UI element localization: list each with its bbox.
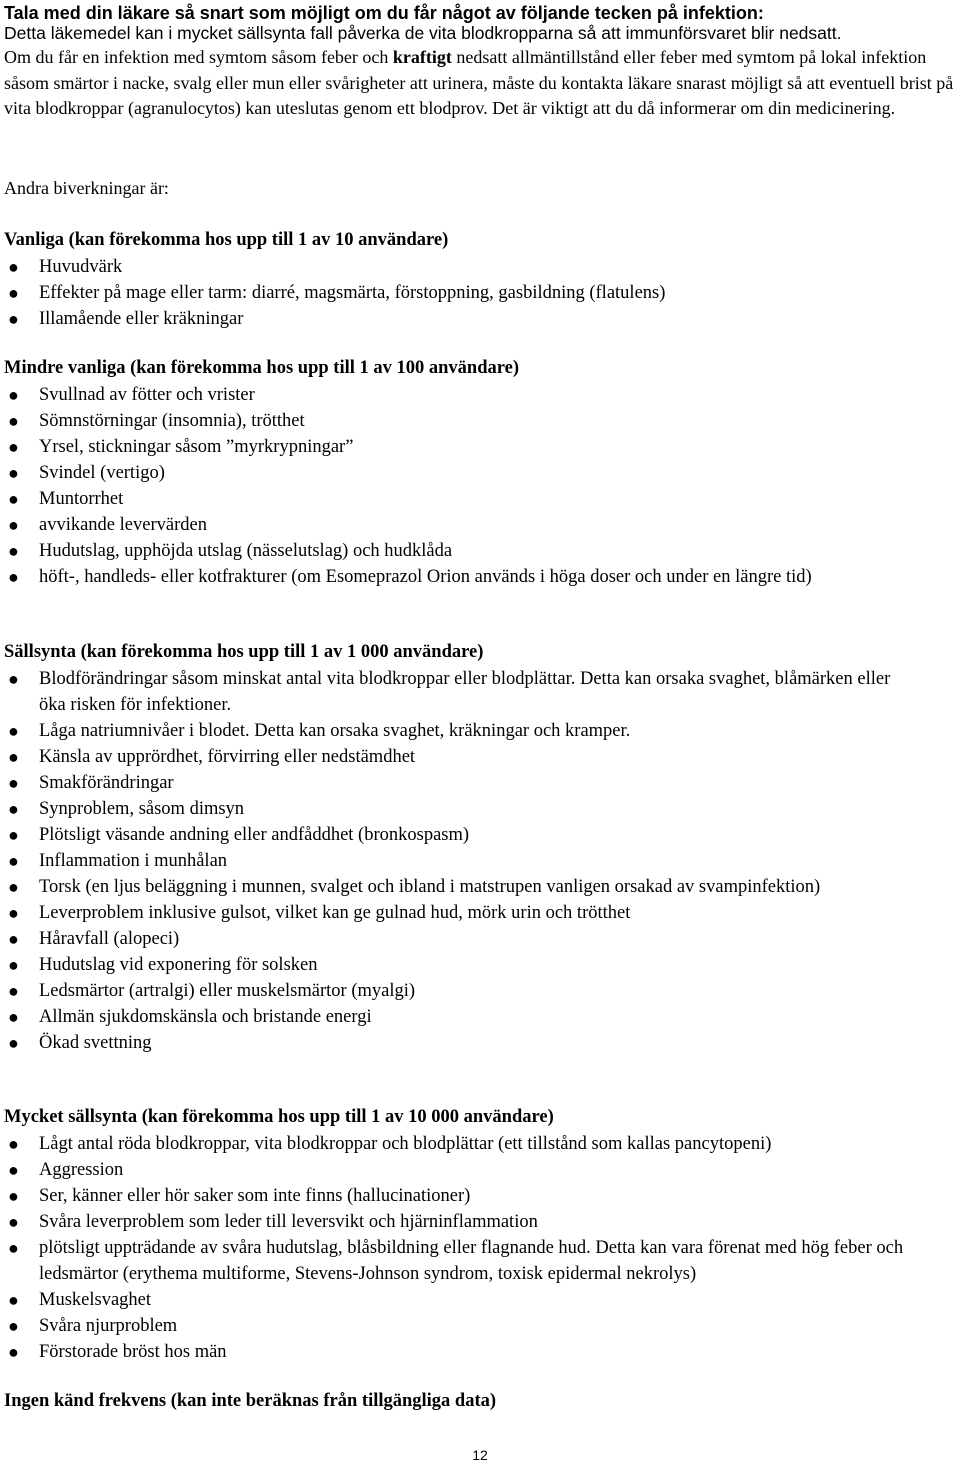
list-item: ● Svåra leverproblem som leder till leversvikt och hjärninflammation — [0, 1209, 950, 1235]
list-item: ● höft-, handleds- eller kotfrakturer (om Esomeprazol Orion används i höga doser och under en längre tid) — [0, 564, 899, 590]
list-item: ● Plötsligt väsande andning eller andfåddhet (bronkospasm) — [0, 822, 950, 848]
list-item: ● Svullnad av fötter och vrister — [0, 382, 950, 408]
warning-subline: Detta läkemedel kan i mycket sällsynta fall påverka de vita blodkropparna så att immunförsvaret blir nedsatt. — [4, 23, 842, 43]
list-item: ● Känsla av upprördhet, förvirring eller nedstämdhet — [0, 744, 950, 770]
bullet-icon: ● — [8, 385, 19, 405]
bullet-icon: ● — [8, 825, 19, 845]
list-rare — [0, 666, 950, 1056]
bullet-icon: ● — [8, 1186, 19, 1206]
bullet-icon: ● — [8, 1290, 19, 1310]
bullet-icon: ● — [8, 981, 19, 1001]
bullet-icon: ● — [8, 489, 19, 509]
list-item: ● Yrsel, stickningar såsom ”myrkrypningar” — [0, 434, 950, 460]
bullet-icon: ● — [8, 903, 19, 923]
bullet-icon: ● — [8, 541, 19, 561]
bullet-icon: ● — [8, 1238, 19, 1258]
warning-heading: Tala med din läkare så snart som möjligt om du får något av följande tecken på infektion: — [4, 3, 764, 23]
list-item: ● plötsligt uppträdande av svåra hudutslag, blåsbildning eller flagnande hud. Detta kan vara förenat med hög feber och ledsmärtor (erythema multiforme, Stevens-Johnson syndrom, toxisk epidermal nekrolys) — [0, 1235, 960, 1287]
list-item: ● Synproblem, såsom dimsyn — [0, 796, 950, 822]
list-item: ● Lågt antal röda blodkroppar, vita blodkroppar och blodplättar (ett tillstånd som kallas pancytopeni) — [0, 1131, 950, 1157]
warning-text-end: nedsatt allmäntillstånd eller feber med symtom på lokal infektion såsom smärtor i nacke, svalg eller mun eller svårigheter att urinera, måste du kontakta läkare snarast möjligt så att eventuell brist på vita blodkroppar (agranulocytos) kan uteslutas genom ett blodprov. Det är viktigt att du då informerar om din medicinering. — [4, 47, 954, 118]
bullet-icon: ● — [8, 567, 19, 587]
list-item: ● avvikande levervärden — [0, 512, 950, 538]
list-item: ● Svindel (vertigo) — [0, 460, 950, 486]
warning-text-start: Om du får en infektion med symtom såsom feber och — [4, 47, 393, 67]
bullet-icon: ● — [8, 747, 19, 767]
list-item: ● Leverproblem inklusive gulsot, vilket kan ge gulnad hud, mörk urin och trötthet — [0, 900, 950, 926]
section-heading-common: Vanliga (kan förekomma hos upp till 1 av 10 användare) — [4, 230, 449, 250]
list-item: ● Ledsmärtor (artralgi) eller muskelsmärtor (myalgi) — [0, 978, 950, 1004]
list-item: ● Inflammation i munhålan — [0, 848, 950, 874]
list-very-rare — [0, 1131, 950, 1365]
bullet-icon: ● — [8, 411, 19, 431]
bullet-icon: ● — [8, 1007, 19, 1027]
bullet-icon: ● — [8, 1134, 19, 1154]
section-heading-uncommon: Mindre vanliga (kan förekomma hos upp till 1 av 100 användare) — [4, 358, 519, 378]
list-item: ● Hudutslag vid exponering för solsken — [0, 952, 950, 978]
list-item: ● Aggression — [0, 1157, 950, 1183]
bullet-icon: ● — [8, 851, 19, 871]
list-item: ● Smakförändringar — [0, 770, 950, 796]
list-item: ● Muntorrhet — [0, 486, 950, 512]
bullet-icon: ● — [8, 721, 19, 741]
list-item: ● Ser, känner eller hör saker som inte finns (hallucinationer) — [0, 1183, 950, 1209]
list-item: ● Torsk (en ljus beläggning i munnen, svalget och ibland i matstrupen vanligen orsakad av svampinfektion) — [0, 874, 869, 900]
bullet-icon: ● — [8, 463, 19, 483]
bullet-icon: ● — [8, 1342, 19, 1362]
list-item: ● Huvudvärk — [0, 254, 950, 280]
bullet-icon: ● — [8, 955, 19, 975]
list-item: ● Förstorade bröst hos män — [0, 1339, 950, 1365]
bullet-icon: ● — [8, 799, 19, 819]
bullet-icon: ● — [8, 515, 19, 535]
list-common — [0, 254, 950, 332]
bullet-icon: ● — [8, 283, 19, 303]
bullet-icon: ● — [8, 877, 19, 897]
list-item: ● Allmän sjukdomskänsla och bristande energi — [0, 1004, 950, 1030]
section-heading-rare: Sällsynta (kan förekomma hos upp till 1 av 1 000 användare) — [4, 642, 484, 662]
bullet-icon: ● — [8, 1212, 19, 1232]
bullet-icon: ● — [8, 929, 19, 949]
list-item: ● Låga natriumnivåer i blodet. Detta kan orsaka svaghet, kräkningar och kramper. — [0, 718, 950, 744]
warning-paragraph — [4, 45, 960, 122]
section-heading-unknown-frequency: Ingen känd frekvens (kan inte beräknas från tillgängliga data) — [4, 1391, 497, 1411]
bullet-icon: ● — [8, 309, 19, 329]
bullet-icon: ● — [8, 1316, 19, 1336]
intro-text: Andra biverkningar är: — [4, 178, 169, 198]
page-number: 12 — [472, 1447, 488, 1463]
section-heading-very-rare: Mycket sällsynta (kan förekomma hos upp till 1 av 10 000 användare) — [4, 1107, 554, 1127]
bullet-icon: ● — [8, 773, 19, 793]
list-item: ● Ökad svettning — [0, 1030, 950, 1056]
warning-text-bold: kraftigt — [392, 47, 452, 67]
list-item: ● Svåra njurproblem — [0, 1313, 950, 1339]
list-item: ● Blodförändringar såsom minskat antal vita blodkroppar eller blodplättar. Detta kan orsaka svaghet, blåmärken eller öka risken för infektioner. — [0, 666, 919, 718]
list-item: ● Håravfall (alopeci) — [0, 926, 950, 952]
bullet-icon: ● — [8, 437, 19, 457]
list-item: ● Illamående eller kräkningar — [0, 306, 950, 332]
bullet-icon: ● — [8, 669, 19, 689]
list-uncommon — [0, 382, 950, 590]
bullet-icon: ● — [8, 257, 19, 277]
list-item: ● Sömnstörningar (insomnia), trötthet — [0, 408, 950, 434]
list-item: ● Muskelsvaghet — [0, 1287, 950, 1313]
bullet-icon: ● — [8, 1160, 19, 1180]
bullet-icon: ● — [8, 1033, 19, 1053]
list-item: ● Effekter på mage eller tarm: diarré, magsmärta, förstoppning, gasbildning (flatulens) — [0, 280, 950, 306]
list-item: ● Hudutslag, upphöjda utslag (nässelutslag) och hudklåda — [0, 538, 950, 564]
